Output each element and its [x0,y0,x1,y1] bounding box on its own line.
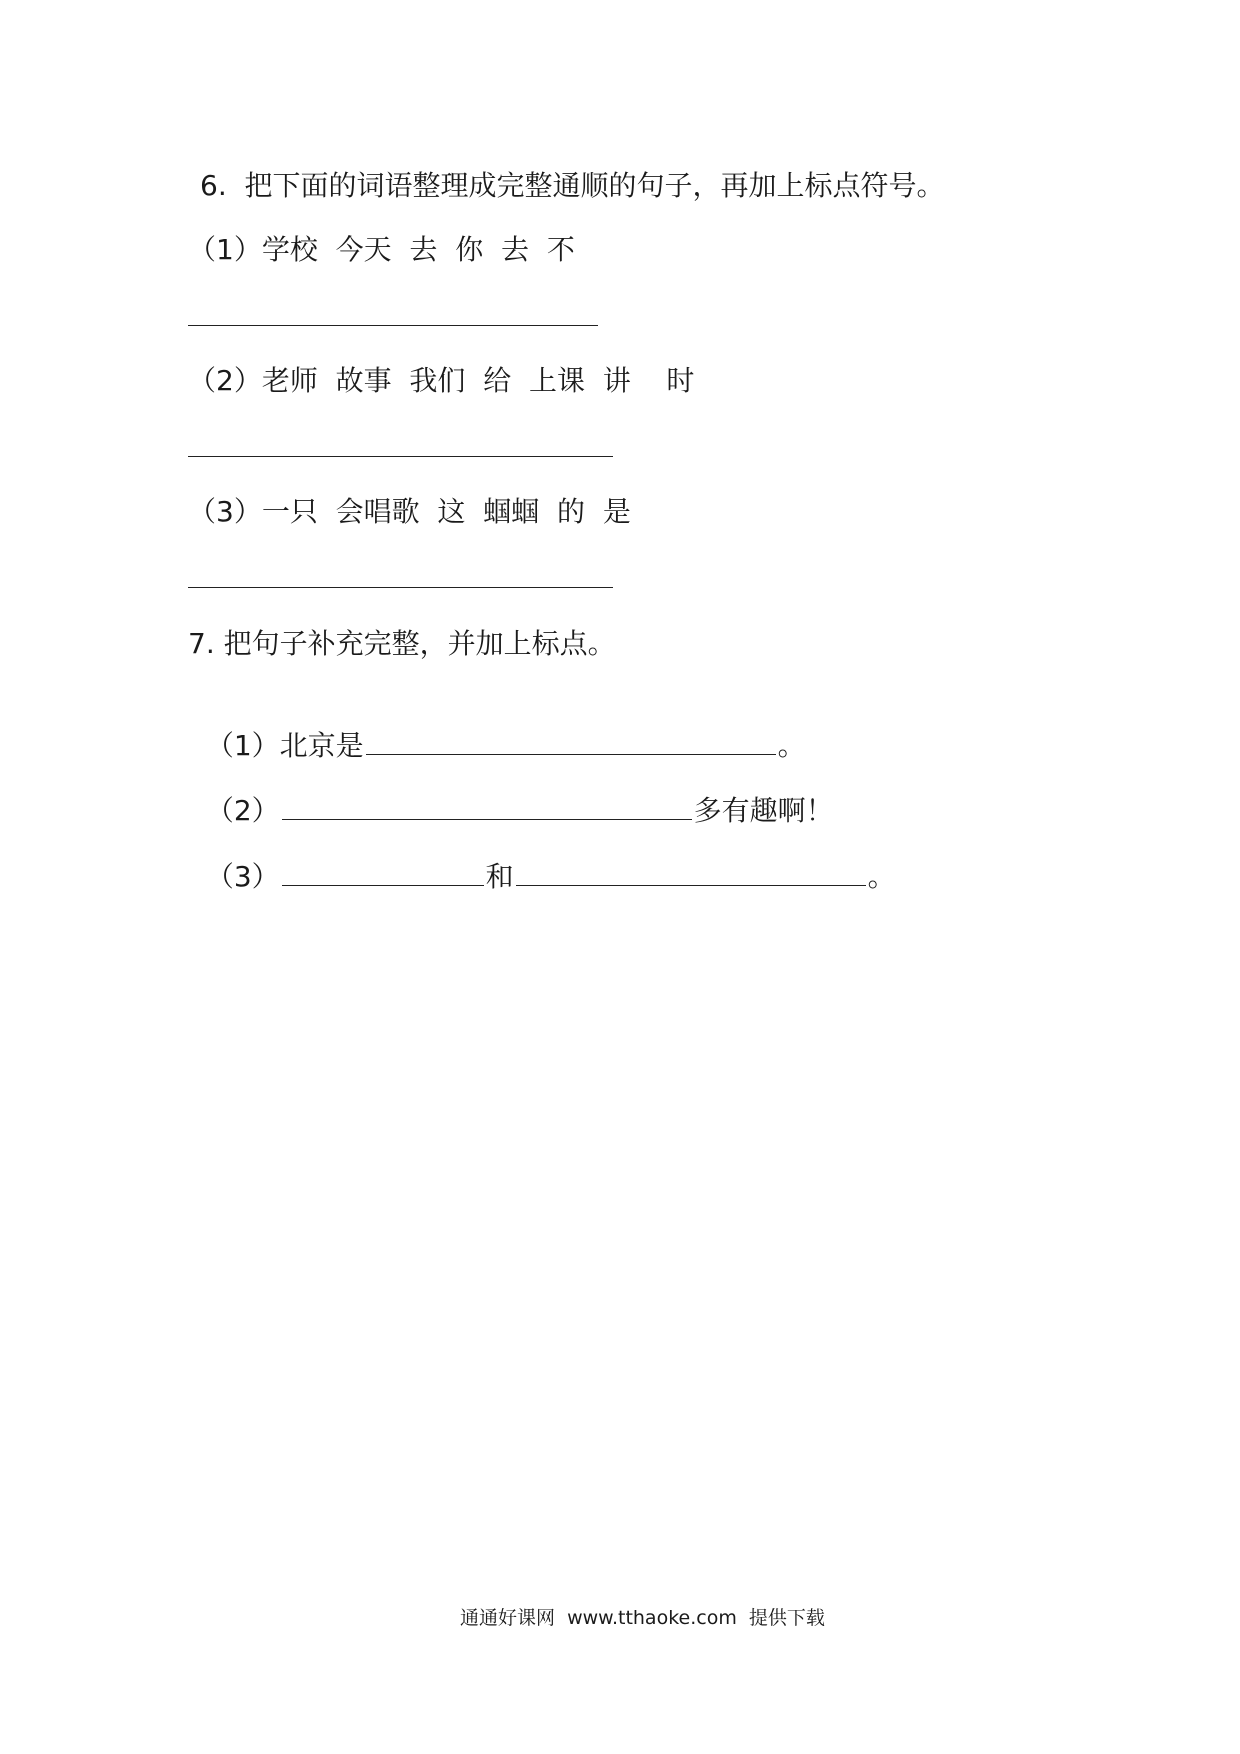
q7-item-2 [188,757,834,829]
q7-item-3-prefix: （3） [205,860,280,893]
q6-item-3: （3）一只 会唱歌 这 蝈蝈 的 是 [188,495,631,528]
q7-item-1 [188,692,806,764]
q7-item-2-suffix: 多有趣啊！ [693,794,834,827]
footer-credit: 通通好课网 www.tthaoke.com 提供下载 [460,1607,825,1629]
q6-item-2: （2）老师 故事 我们 给 上课 讲 时 [188,364,695,397]
q6-item-1: （1）学校 今天 去 你 去 不 [188,233,575,266]
q7-item-3-suffix: 。 [867,860,896,893]
q7-item-3-middle: 和 [485,860,514,893]
q7-title: 7. 把句子补充完整，并加上标点。 [188,627,616,660]
q7-item-2-prefix: （2） [205,794,280,827]
q7-item-1-prefix: （1）北京是 [205,729,364,762]
q7-item-1-suffix: 。 [777,729,806,762]
q7-item-3-blank-a[interactable] [282,859,484,886]
q7-item-2-blank[interactable] [282,793,692,820]
q7-item-3 [188,823,896,895]
q6-title: 6. 把下面的词语整理成完整通顺的句子，再加上标点符号。 [200,169,945,202]
q7-item-3-blank-b[interactable] [516,859,866,886]
q6-answer-line-2[interactable] [188,456,613,457]
q6-answer-line-3[interactable] [188,587,613,588]
q7-item-1-blank[interactable] [366,728,776,755]
q6-answer-line-1[interactable] [188,325,598,326]
